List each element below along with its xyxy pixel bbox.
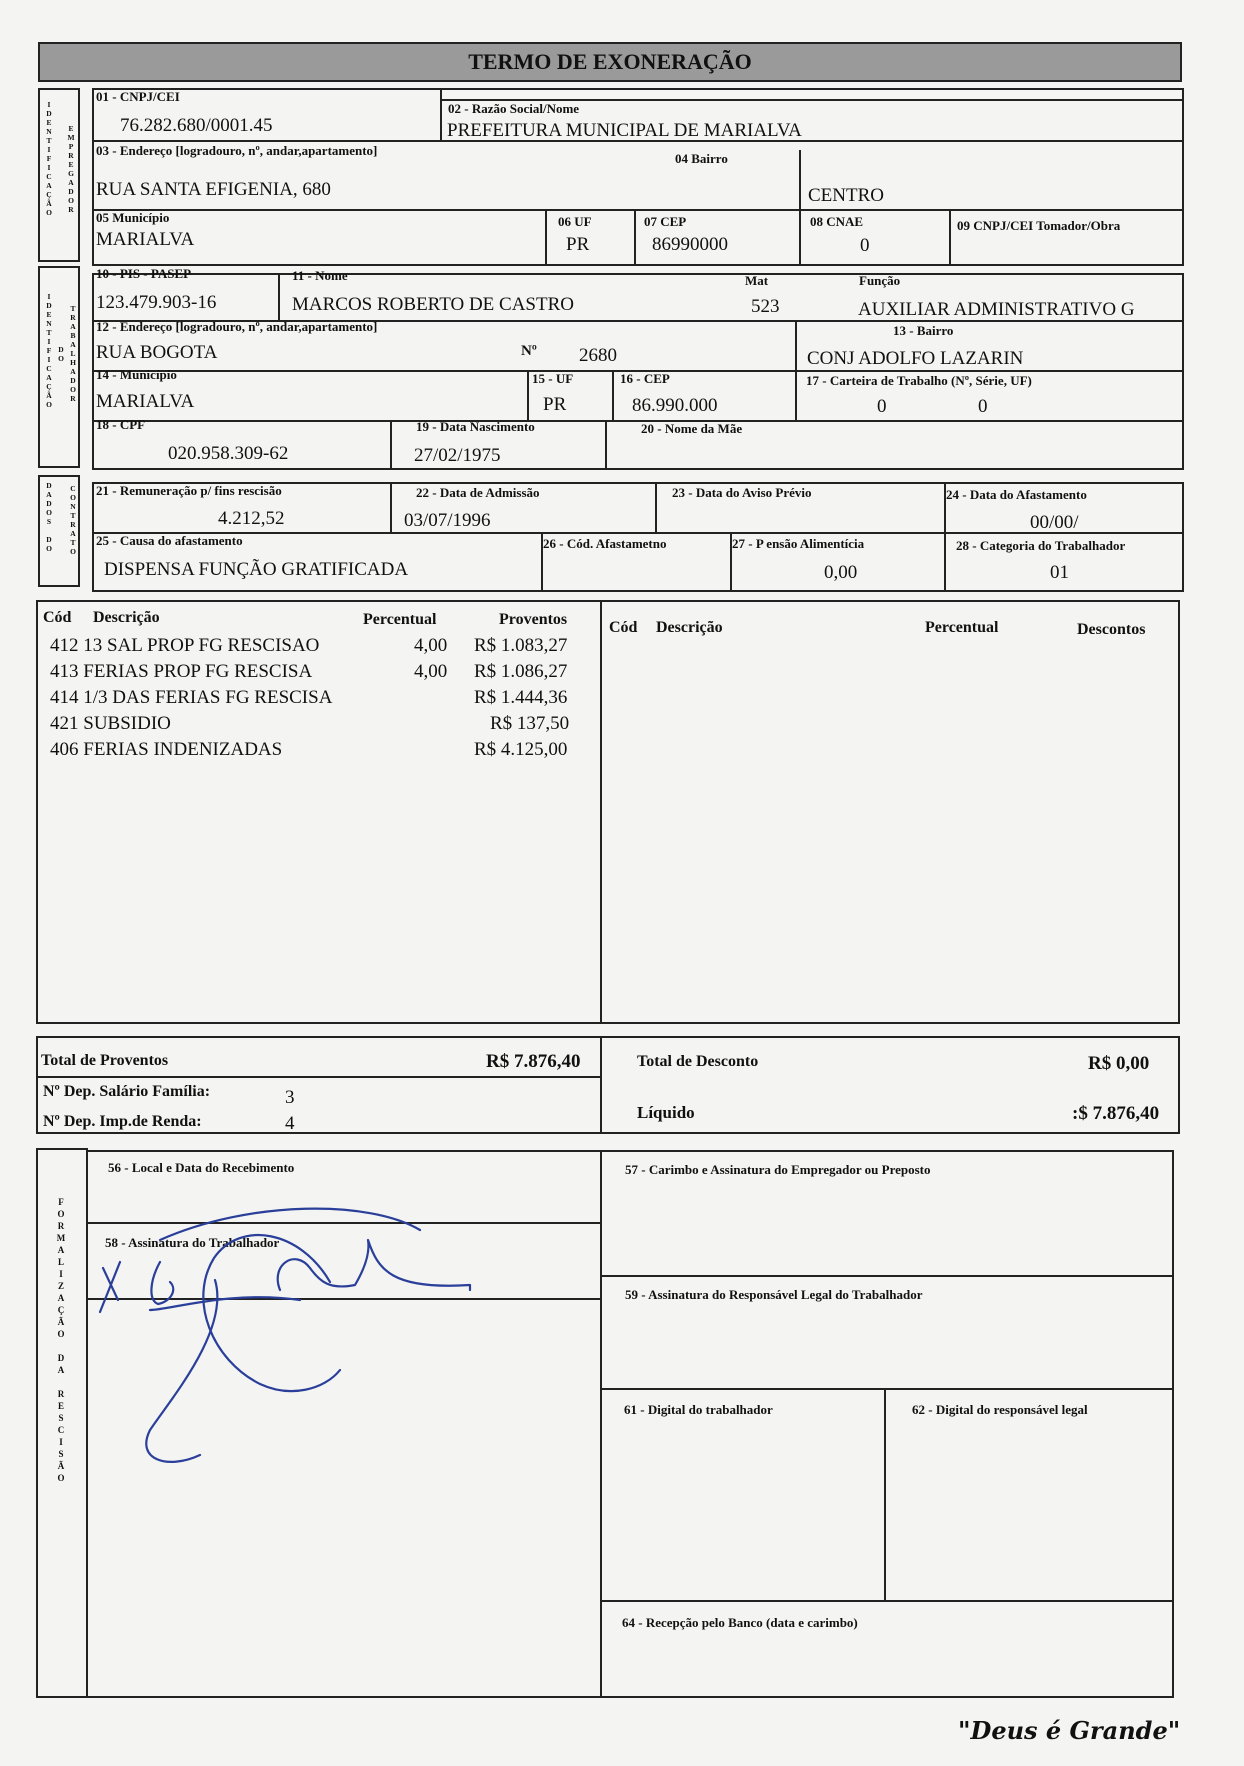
table-row xyxy=(50,662,312,681)
desc-header-perc: Percentual xyxy=(925,619,999,636)
prov-header-cod: Cód xyxy=(43,609,72,626)
renda-label: Nº Dep. Imp.de Renda: xyxy=(43,1113,202,1130)
table-row xyxy=(50,688,332,707)
total-proventos-value: R$ 7.876,40 xyxy=(486,1051,581,1072)
pensao-value: 0,00 xyxy=(824,562,858,583)
razao-label: 02 - Razão Social/Nome xyxy=(448,101,580,116)
cep-trab-label: 16 - CEP xyxy=(620,371,670,386)
nasc-label: 19 - Data Nascimento xyxy=(416,419,535,434)
municipio-label: 05 Município xyxy=(96,210,170,225)
row-desc: FERIAS INDENIZADAS xyxy=(83,739,283,760)
side-label-empregador: E M P R E G A D O R xyxy=(67,124,75,214)
pis-label: 10 - PIS - PASEP xyxy=(96,266,192,281)
total-desconto-label: Total de Desconto xyxy=(637,1053,759,1070)
causa-label: 25 - Causa do afastamento xyxy=(96,533,243,548)
row-val: R$ 4.125,00 xyxy=(474,739,568,760)
row-cod: 414 xyxy=(50,687,79,708)
row-cod: 421 xyxy=(50,713,79,734)
side-label-contrato: C O N T R A T O xyxy=(70,484,76,556)
nome-label: 11 - Nome xyxy=(292,268,348,283)
municipio-trab-value: MARIALVA xyxy=(96,391,195,412)
total-desconto-value: R$ 0,00 xyxy=(1088,1053,1150,1074)
cnpj-value: 76.282.680/0001.45 xyxy=(120,115,273,136)
familia-label: Nº Dep. Salário Família: xyxy=(43,1083,211,1100)
row-perc: 4,00 xyxy=(414,635,448,656)
resp-legal-label: 59 - Assinatura do Responsável Legal do Trabalhador xyxy=(625,1287,923,1302)
local-data-label: 56 - Local e Data do Recebimento xyxy=(108,1160,295,1175)
uf-trab-label: 15 - UF xyxy=(532,371,574,386)
carimbo-label: 57 - Carimbo e Assinatura do Empregador ou Preposto xyxy=(625,1162,931,1177)
row-desc: 1/3 DAS FERIAS FG RESCISA xyxy=(83,687,333,708)
cnae-value: 0 xyxy=(860,235,870,256)
aviso-label: 23 - Data do Aviso Prévio xyxy=(672,485,812,500)
familia-value: 3 xyxy=(285,1087,295,1108)
desc-header-cod: Cód xyxy=(609,619,638,636)
afast-label: 24 - Data do Afastamento xyxy=(946,487,1087,502)
row-val: R$ 137,50 xyxy=(490,713,570,734)
bairro-value: CENTRO xyxy=(808,185,884,206)
total-proventos-label: Total de Proventos xyxy=(41,1052,169,1069)
side-label-do: D O xyxy=(58,345,64,363)
table-row xyxy=(50,714,171,733)
mat-value: 523 xyxy=(751,296,780,317)
nome-value: MARCOS ROBERTO DE CASTRO xyxy=(292,294,574,315)
ctps-label: 17 - Carteira de Trabalho (Nº, Série, UF) xyxy=(806,373,1032,388)
cep-trab-value: 86.990.000 xyxy=(632,395,718,416)
digital-trab-label: 61 - Digital do trabalhador xyxy=(624,1402,773,1417)
uf-value: PR xyxy=(566,234,590,255)
uf-trab-value: PR xyxy=(543,394,567,415)
cep-value: 86990000 xyxy=(652,234,728,255)
cpf-value: 020.958.309-62 xyxy=(168,443,289,464)
assinatura-trab-label: 58 - Assinatura do Trabalhador xyxy=(105,1235,280,1250)
row-desc: FERIAS PROP FG RESCISA xyxy=(83,661,313,682)
table-row xyxy=(50,636,319,655)
banco-label: 64 - Recepção pelo Banco (data e carimbo) xyxy=(622,1615,858,1630)
bairro-trab-label: 13 - Bairro xyxy=(893,323,954,338)
pensao-label: 27 - P ensão Alimentícia xyxy=(732,536,865,551)
row-val: R$ 1.083,27 xyxy=(474,635,568,656)
endereco-value: RUA SANTA EFIGENIA, 680 xyxy=(96,179,331,200)
adm-value: 03/07/1996 xyxy=(404,510,491,531)
endereco-trab-label: 12 - Endereço [logradouro, nº, andar,apartamento] xyxy=(96,319,378,334)
row-cod: 406 xyxy=(50,739,79,760)
funcao-label: Função xyxy=(859,273,901,288)
row-cod: 413 xyxy=(50,661,79,682)
razao-value: PREFEITURA MUNICIPAL DE MARIALVA xyxy=(447,120,802,141)
row-perc: 4,00 xyxy=(414,661,448,682)
rem-label: 21 - Remuneração p/ fins rescisão xyxy=(96,483,282,498)
table-row xyxy=(50,740,282,759)
municipio-trab-label: 14 - Município xyxy=(96,367,177,382)
side-label-identificacao-2: I D E N T I F I C A Ç Ã O xyxy=(46,292,52,409)
funcao-value: AUXILIAR ADMINISTRATIVO G xyxy=(858,299,1135,320)
side-label-trabalhador: T R A B A L H A D O R xyxy=(70,304,76,403)
num-label: Nº xyxy=(521,343,537,359)
mae-label: 20 - Nome da Mãe xyxy=(641,421,743,436)
num-value: 2680 xyxy=(579,345,617,366)
desc-header-desc: Descrição xyxy=(656,619,723,636)
uf-label: 06 UF xyxy=(558,214,592,229)
mat-label: Mat xyxy=(745,273,769,288)
causa-value: DISPENSA FUNÇÃO GRATIFICADA xyxy=(104,559,409,580)
prov-header-perc: Percentual xyxy=(363,611,437,628)
row-desc: SUBSIDIO xyxy=(83,713,171,734)
side-label-formalizacao: F O R M A L I Z A Ç Ã O D A R E S C I S Ã O xyxy=(56,1197,66,1483)
nasc-value: 27/02/1975 xyxy=(414,445,501,466)
ctps-serie-value: 0 xyxy=(978,396,988,417)
cnae-label: 08 CNAE xyxy=(810,214,864,229)
cnpj-label: 01 - CNPJ/CEI xyxy=(96,89,180,104)
categoria-label: 28 - Categoria do Trabalhador xyxy=(956,538,1126,553)
motto-text: "Deus é Grande" xyxy=(958,1716,1181,1745)
liquido-label: Líquido xyxy=(637,1103,695,1122)
side-label-identificacao: I D E N T I F I C A Ç Ã O xyxy=(46,100,52,217)
prov-header-val: Proventos xyxy=(499,611,568,628)
afast-value: 00/00/ xyxy=(1030,512,1079,533)
descontos-table xyxy=(600,600,1180,1024)
side-label-dados-do: D A D O S D O xyxy=(46,481,52,553)
cpf-label: 18 - CPF xyxy=(96,417,146,432)
digital-resp-label: 62 - Digital do responsável legal xyxy=(912,1402,1088,1417)
bairro-trab-value: CONJ ADOLFO LAZARIN xyxy=(807,348,1024,369)
cod-afast-label: 26 - Cód. Afastametno xyxy=(543,536,667,551)
municipio-value: MARIALVA xyxy=(96,229,195,250)
row-cod: 412 xyxy=(50,635,79,656)
tomador-label: 09 CNPJ/CEI Tomador/Obra xyxy=(957,218,1121,233)
endereco-trab-value: RUA BOGOTA xyxy=(96,342,218,363)
categoria-value: 01 xyxy=(1050,562,1069,583)
pis-value: 123.479.903-16 xyxy=(96,292,217,313)
row-desc: 13 SAL PROP FG RESCISAO xyxy=(83,635,320,656)
row-val: R$ 1.444,36 xyxy=(474,687,568,708)
renda-value: 4 xyxy=(285,1113,295,1134)
bairro-label: 04 Bairro xyxy=(675,151,728,166)
rem-value: 4.212,52 xyxy=(218,508,285,529)
document-title: TERMO DE EXONERAÇÃO xyxy=(38,42,1182,82)
liquido-value: :$ 7.876,40 xyxy=(1072,1103,1160,1124)
prov-header-desc: Descrição xyxy=(93,609,160,626)
desc-header-val: Descontos xyxy=(1077,621,1146,638)
row-val: R$ 1.086,27 xyxy=(474,661,568,682)
adm-label: 22 - Data de Admissão xyxy=(416,485,540,500)
endereco-label: 03 - Endereço [logradouro, nº, andar,apartamento] xyxy=(96,143,378,158)
cep-label: 07 CEP xyxy=(644,214,687,229)
ctps-num-value: 0 xyxy=(877,396,887,417)
